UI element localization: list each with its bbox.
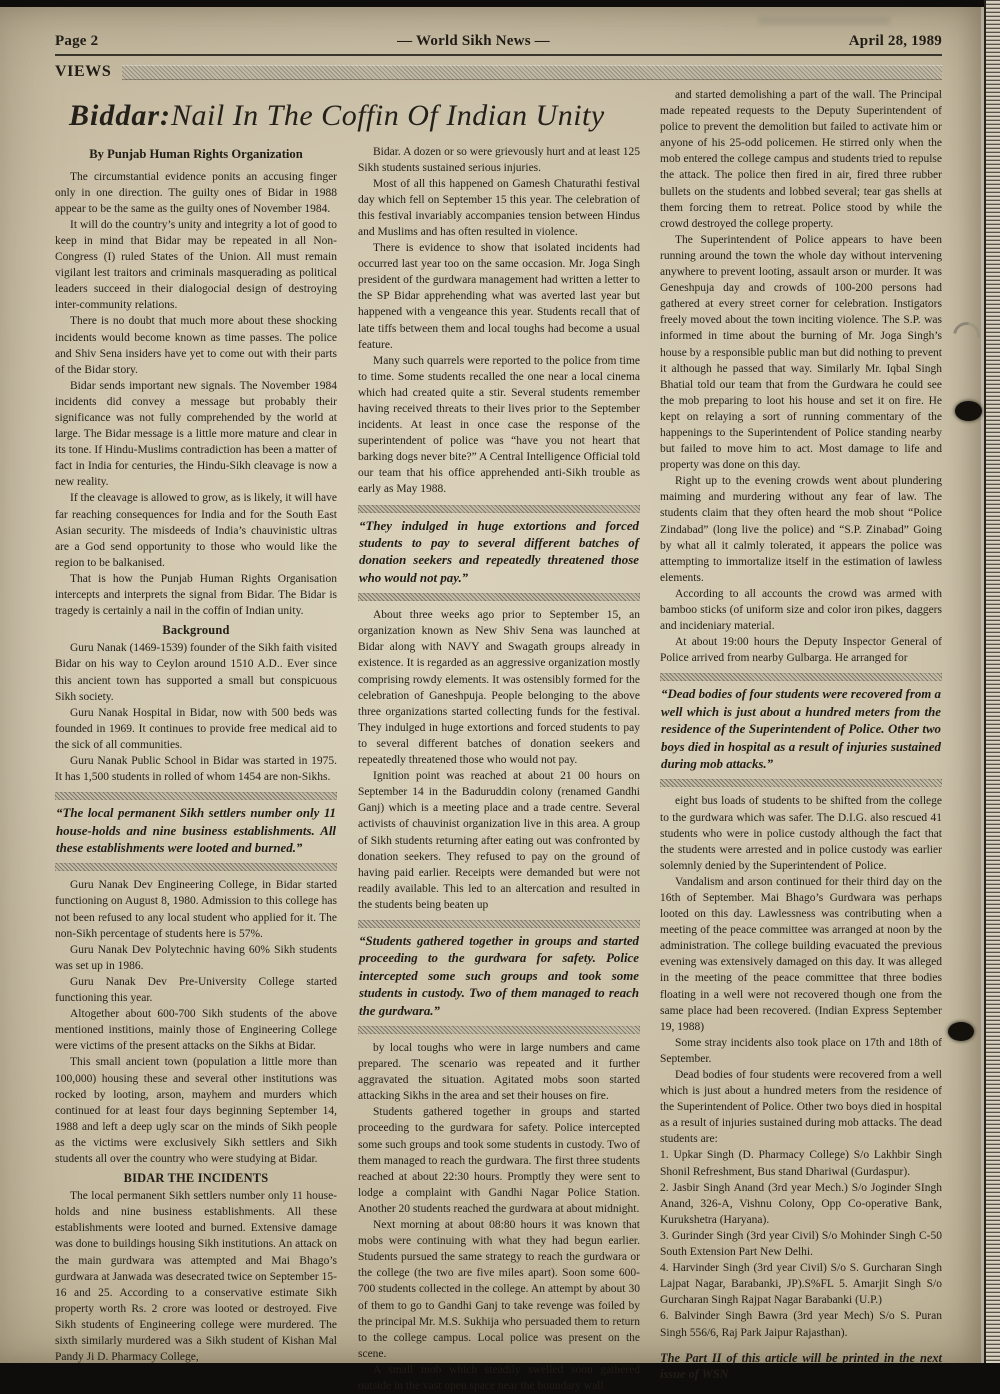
paragraph: Dead bodies of four students were recovered from a well which is just about a hundred meters from the residence of the Superintendent of Police. Other two boys died in hospital as a result of injuries sustained during mob attacks. The dead students are: (660, 1067, 942, 1147)
paragraph: The Superintendent of Police appears to have been running around the town the whole day without intervening anywhere to prevent looting, assault arson or murder. It was Geneshpuja day and crowds of 100-200 persons had gathered at every street corner for celebration. Instigators freely moved about the town inciting violence. The S.P. was informed in time about the burning of Mr. Joga Singh’s house by a responsible public man but did nothing to prevent it although he passed that way. Similarly Mr. Iqbal Singh Bhatial told our team that from the Gurdwara he could see the mob preparing to loot his house and set it on fire. He kept on relaying a sort of running commentary of the happenings to the Superintendent of Police standing nearby but failed to move him to act. Most damage to life and property was done on this day. (660, 232, 942, 473)
paragraph: Bidar sends important new signals. The November 1984 incidents did convey a message but probably their significance was not fully comprehended by the world at large. The Bidar message is a little more mature and clear in its tone. If Hindu-Muslims contradiction has been a matter of fact in India for centuries, the Hindu-Sikh cleavage is now a new reality. (55, 378, 337, 491)
issue-date: April 28, 1989 (849, 33, 942, 50)
paragraph: Guru Nanak Hospital in Bidar, now with 500 beds was founded in 1969. It continues to provide free medical aid to the sick of all communities. (55, 705, 337, 753)
section-heading: Background (55, 622, 337, 638)
paragraph: According to all accounts the crowd was armed with bamboo sticks (of uniform size and color iron pikes, daggers and incideniary material. (660, 586, 942, 634)
paragraph: Most of all this happened on Gamesh Chaturathi festival day which fell on September 15 this year. The celebration of this festival invariably accompanies tension between Hindus and Muslims and has often resulted in violence. (358, 176, 640, 240)
page-header (55, 33, 942, 50)
quote-rule (358, 593, 640, 601)
section-heading: BIDAR THE INCIDENTS (55, 1170, 337, 1186)
paragraph: Guru Nanak Public School in Bidar was started in 1975. It has 1,500 students in rolled of whom 1454 are non-Sikhs. (55, 753, 337, 785)
quote-rule (55, 863, 337, 871)
book-fore-edge (984, 0, 1000, 1363)
casualty-list-item: 1. Upkar Singh (D. Pharmacy College) S/o Lakhbir Singh Shonil Refreshment, Bus stand Dhariwal (Gurdaspur). (660, 1147, 942, 1179)
article-title-lead: Biddar: (69, 99, 171, 132)
paragraph: Next morning at about 08:80 hours it was known that mobs were continuing with what they had begun earlier. Students pursued the same strategy to reach the gurdwara or the college (the two are five miles apart). Soon some 600-700 students collected in the college. An attempt by about 30 of them to go to Gandhi Ganj to take revenge was foiled by the principal Mr. M.S. Sukhija who persuaded them to return to the college campus. Local police was present on the scene. (358, 1217, 640, 1362)
print-smudge (758, 16, 890, 25)
casualty-list-item: 4. Harvinder Singh (3rd year Civil) S/o S. Gurcharan Singh Lajpat Nagar, Barabanki, JP).S%FL 5. Amarjit Singh S/o Gurcharan Singh Rajpat Nagar Barabanki (U.P.) (660, 1260, 942, 1308)
pull-quote-text: “They indulged in huge extortions and forced students to pay to several different batches of donation seekers and repeatedly threatened those who would not pay.” (358, 513, 640, 594)
pull-quote (358, 920, 640, 1034)
paragraph: There is evidence to show that isolated incidents had occurred last year too on the same occasion. Mr. Joga Singh president of the gurdwara management had written a letter to the SP Bidar apprehending what was averted last year but happened with a vengeance this year. Students recall that of late tiffs between them and local toughs had become a usual feature. (358, 240, 640, 353)
paragraph: There is no doubt that much more about these shocking incidents would become known as time passes. The police and Shiv Sena insiders have yet to come out with their parts of the Bidar story. (55, 313, 337, 377)
quote-rule (660, 673, 942, 681)
column-3 (660, 87, 942, 1394)
paragraph: Guru Nanak Dev Pre-University College started functioning this year. (55, 974, 337, 1006)
paragraph: That is how the Punjab Human Rights Organisation intercepts and interprets the signal from Bidar. The Bidar is tragedy is certainly a nail in the coffin of Indian unity. (55, 571, 337, 619)
article (55, 87, 942, 1394)
newspaper-page (0, 7, 986, 1363)
paragraph: The local permanent Sikh settlers number only 11 house-holds and nine business establishments. All these establishments were looted and burned. Extensive damage was done to buildings housing Sikh institutions. An attack on the main gurdwara was attempted and Mai Bhago’s gurdwara at Janwada was desecrated twice on September 15-16 and 25. According to a conservative estimate Sikh property worth Rs. 2 crore was looted or destroyed. Five Sikh students of Engineering college were murdered. The sixth similarly murdered was a Sikh student of Kishan Mal Pandy Ji D. Pharmacy College, (55, 1188, 337, 1365)
section-label: VIEWS (55, 63, 111, 81)
column-2 (358, 144, 640, 1394)
paragraph: About three weeks ago prior to September 15, an organization known as New Shiv Sena was launched at Bidar along with NAVY and Swagath groups already in existence. It is regarded as an aggressive organization mostly comprising rowdy elements. It was ostensibly formed for the celebration of Ganeshpuja. People belonging to the above three organizations started collecting funds for the festival. They indulged in huge extortions and forced students to pay to several different batches of donation seekers and repeatedly threatened those who would not pay. (358, 607, 640, 768)
article-title-rest: Nail In The Coffin Of Indian Unity (171, 99, 605, 132)
paragraph: If the cleavage is allowed to grow, as is likely, it will have far reaching consequences for India and for the South East Asian security. The misdeeds of India’s chauvinistic ultras are a God send opportunity to those who would like the region to be balkanised. (55, 490, 337, 570)
pull-quote (660, 673, 942, 787)
casualty-list-item: 3. Gurinder Singh (3rd year Civil) S/o Mohinder Singh C-50 South Extension Part New Delhi. (660, 1228, 942, 1260)
quote-rule (358, 1026, 640, 1034)
continuation-note: The Part II of this article will be printed in the next issue of WSN (660, 1350, 942, 1384)
page-number: Page 2 (55, 33, 98, 50)
paragraph: Bidar. A dozen or so were grievously hurt and at least 125 Sikh students sustained serious injuries. (358, 144, 640, 176)
casualty-list-item: 2. Jasbir Singh Anand (3rd year Mech.) S/o Joginder SIngh Anand, 326-A, Vishnu Colony, Opp Co-operative Bank, Kurukshetra (Haryana). (660, 1180, 942, 1228)
header-rule (55, 54, 942, 56)
paragraph: A small mob which steadily swelled soon gathered outside in the vast open space near the boundary wall (358, 1362, 640, 1394)
pull-quote-text: “Dead bodies of four students were recovered from a well which is just about a hundred meters from the residence of the Superintendent of Police. Other two boys died in hospital as a result of injuries sustained during mob attacks.” (660, 681, 942, 779)
paragraph: The circumstantial evidence ponits an accusing finger only in one direction. The guilty ones of Bidar in 1988 appear to be the same as the guilty ones of November 1984. (55, 169, 337, 217)
paragraph: by local toughs who were in large numbers and came prepared. The scenario was repeated and it further aggravated the situation. Agitated mobs soon started attacking Sikhs in the area and set their houses on fire. (358, 1040, 640, 1104)
quote-rule (660, 779, 942, 787)
pull-quote-text: “Students gathered together in groups and started proceeding to the gurdwara for safety. Police intercepted some such groups and took some students in custody. Two of them managed to reach the gurdwara.” (358, 928, 640, 1026)
paragraph: Students gathered together in groups and started proceeding to the gurdwara for safety. Police intercepted some such groups and took some students in custody. Two of them managed to reach the gurdwara. The first three students reached at about 22:30 hours. Promptly they were sent to lodge a complaint with Gandhi Nagar Police Station. Another 20 students reached the gurdwara at about midnight. (358, 1104, 640, 1217)
masthead: — World Sikh News — (397, 33, 550, 50)
paragraph: It will do the country’s unity and integrity a lot of good to keep in mind that Bidar may be repeated in all Non-Congress (I) ruled States of the Union. All must remain vigilant lest traitors and criminals masquerading as political leaders succeed in their dialogocial design of destroying inter-community relations. (55, 217, 337, 314)
paragraph: Ignition point was reached at about 21 00 hours on September 14 in the Baduruddin colony (renamed Gandhi Ganj) which is a meeting place and a trade centre. Several activists of chauvinist organization live in this area. A group of Sikh students returning after eating out was confronted by donation seekers. They refused to pay on the ground of having paid earlier. Receipts were demanded but were not readily available. This led to an altercation and resulted in the students being beaten up (358, 768, 640, 913)
paragraph: Right up to the evening crowds went about plundering maiming and murdering without any fear of law. The students claim that they often heard the mob shout “Police Zindabad” (long live the police) and “S.P. Zinabad” Going by what all it calmly tolerated, it appears the police was attempting to immortalize itself in the estimation of lawless elements. (660, 473, 942, 586)
paragraph: eight bus loads of students to be shifted from the college to the gurdwara which was safer. The D.I.G. also rescued 41 students who were in police custody although the fact that the students were arrested and in police custody was earlier solemnly denied by the Superintendent of Police. (660, 793, 942, 873)
pull-quote (55, 792, 337, 871)
binder-hole (948, 1022, 974, 1041)
casualty-list-item: 6. Balvinder Singh Bawra (3rd year Mech) S/o S. Puran Singh 556/6, Raj Park Jaipur Rajasthan). (660, 1308, 942, 1340)
paragraph: Guru Nanak Dev Polytechnic having 60% Sikh students was set up in 1986. (55, 942, 337, 974)
column-1 (55, 144, 337, 1394)
paragraph: Vandalism and arson continued for their third day on the 16th of September. Mai Bhago’s Gurdwara was perhaps looted on this day. Lawlessness was contributing when a meeting of the peace committee was arranged at noon by the administration. The college building evacuated the previous evening was extensively damaged on this day. It was alleged in the meeting of the peace committee that three bodies floating in a well were not recovered though one from the same place had been recovered. (Indian Express September 19, 1988) (660, 874, 942, 1035)
paragraph: This small ancient town (population a little more than 100,000) housing these and several other institutions was rocked by looting, arson, mayhem and murders which continued for at least four days beginning September 14, 1988 and left a deep ugly scar on the minds of Sikh people as the victims were exclusively Sikh settlers and Sikh students all over the country who were studying at Bidar. (55, 1054, 337, 1167)
section-band (122, 65, 942, 80)
paragraph: Guru Nanak Dev Engineering College, in Bidar started functioning on August 8, 1980. Admission to this college has not been refused to any local student who applied for it. The non-Sikh percentage of students here is 57%. (55, 877, 337, 941)
article-byline: By Punjab Human Rights Organization (55, 146, 337, 162)
pull-quote (358, 505, 640, 602)
article-title (69, 99, 640, 134)
binder-hole (955, 401, 982, 421)
paragraph: and started demolishing a part of the wall. The Principal made repeated requests to the Deputy Superintendent of police to prevent the demolition but failed to activate him or anyone of his 25-odd policemen. He stirred only when the mob entered the college campus and students tried to repulse the attack. The police then fired in air, fired three rubber bullets on the students and lobbed several; tear gas shells at them forcing them to retreat. Police stood by while the crowd destroyed the college property. (660, 87, 942, 232)
article-columns (55, 144, 640, 1394)
paragraph: Altogether about 600-700 Sikh students of the above mentioned institions, mainly those of Engineering College were victims of the present attacks on the Sikhs at Bidar. (55, 1006, 337, 1054)
quote-rule (358, 505, 640, 513)
article-left-area (55, 87, 640, 1394)
pull-quote-text: “The local permanent Sikh settlers number only 11 house-holds and nine business establishments. All these establishments were looted and burned.” (55, 800, 337, 863)
paragraph: Guru Nanak (1469-1539) founder of the Sikh faith visited Bidar on his way to Ceylon around 1510 A.D.. Ever since this ancient town has supported a small but conspicuous Sikh society. (55, 640, 337, 704)
paragraph: Some stray incidents also took place on 17th and 18th of September. (660, 1035, 942, 1067)
paragraph: At about 19:00 hours the Deputy Inspector General of Police arrived from nearby Gulbarga. He arranged for (660, 634, 942, 666)
paragraph: Many such quarrels were reported to the police from time to time. Some students recalled the one near a local cinema which had created quite a stir. Several students remember having received threats to their lives prior to the September incidents. At least in once case the response of the superintendent of police was “have you not heart that barking dogs never bite?” A Central Intelligence Official told our team that his office apprehended anti-Sikh trouble as early as May 1988. (358, 353, 640, 498)
quote-rule (55, 792, 337, 800)
section-banner (55, 63, 942, 81)
quote-rule (358, 920, 640, 928)
